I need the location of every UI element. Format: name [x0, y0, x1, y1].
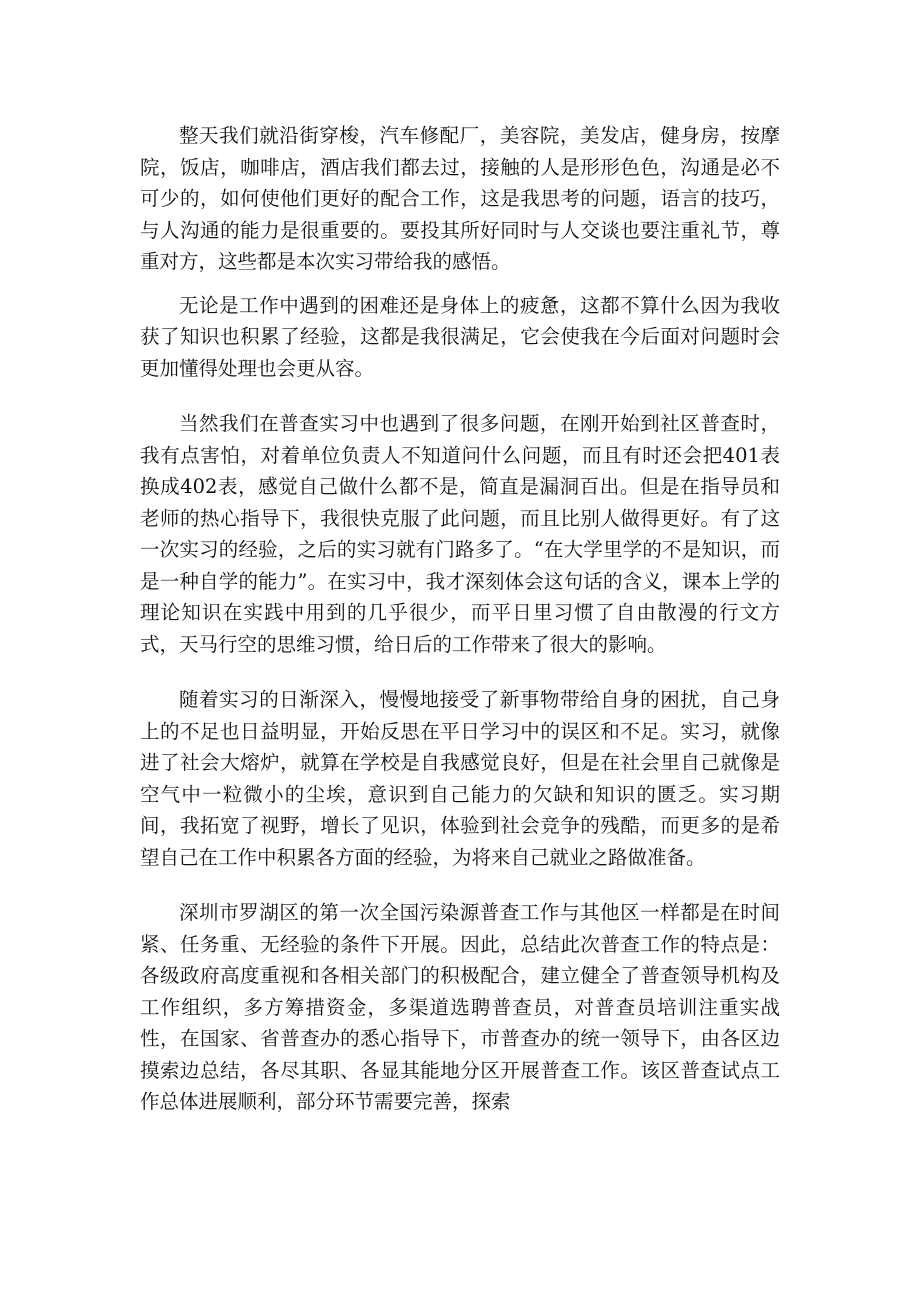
paragraph-5: 深圳市罗湖区的第一次全国污染源普查工作与其他区一样都是在时间紧、任务重、无经验的条件下开展。因此，总结此次普查工作的特点是：各级政府高度重视和各相关部门的积极配合，建立健全了普查领导机构及工作组织，多方筹措资金，多渠道选聘普查员，对普查员培训注重实战性，在国家、省普查办的悉心指导下，市普查办的统一领导下，由各区边摸索边总结，各尽其职、各显其能地分区开展普查工作。该区普查试点工作总体进展顺利，部分环节需要完善，探索: [140, 901, 780, 1113]
paragraph-2: 无论是工作中遇到的困难还是身体上的疲惫，这都不算什么因为我收获了知识也积累了经验，这都是我很满足，它会使我在今后面对问题时会更加懂得处理也会更从容。: [140, 293, 780, 380]
paragraph-1: 整天我们就沿街穿梭，汽车修配厂，美容院，美发店，健身房，按摩院，饭店，咖啡店，酒店我们都去过，接触的人是形形色色，沟通是必不可少的，如何使他们更好的配合工作，这是我思考的问题，语言的技巧，与人沟通的能力是很重要的。要投其所好同时与人交谈也要注重礼节，尊重对方，这些都是本次实习带给我的感悟。: [140, 124, 780, 273]
document-body: [140, 108, 780, 1118]
paragraph-3: 当然我们在普查实习中也遇到了很多问题，在刚开始到社区普查时，我有点害怕，对着单位负责人不知道问什么问题，而且有时还会把401表换成402表，感觉自己做什么都不是，简直是漏洞百出。但是在指导员和老师的热心指导下，我很快克服了此问题，而且比别人做得更好。有了这一次实习的经验，之后的实习就有门路多了。“在大学里学的不是知识，而是一种自学的能力”。在实习中，我才深刻体会这句话的含义，课本上学的理论知识在实践中用到的几乎很少，而平日里习惯了自由散漫的行文方式，天马行空的思维习惯，给日后的工作带来了很大的影响。: [140, 412, 780, 656]
paragraph-4: 随着实习的日渐深入，慢慢地接受了新事物带给自身的困扰，自己身上的不足也日益明显，开始反思在平日学习中的误区和不足。实习，就像进了社会大熔炉，就算在学校是自我感觉良好，但是在社会里自己就像是空气中一粒微小的尘埃，意识到自己能力的欠缺和知识的匮乏。实习期间，我拓宽了视野，增长了见识，体验到社会竞争的残酷，而更多的是希望自己在工作中积累各方面的经验，为将来自己就业之路做准备。: [140, 688, 780, 869]
